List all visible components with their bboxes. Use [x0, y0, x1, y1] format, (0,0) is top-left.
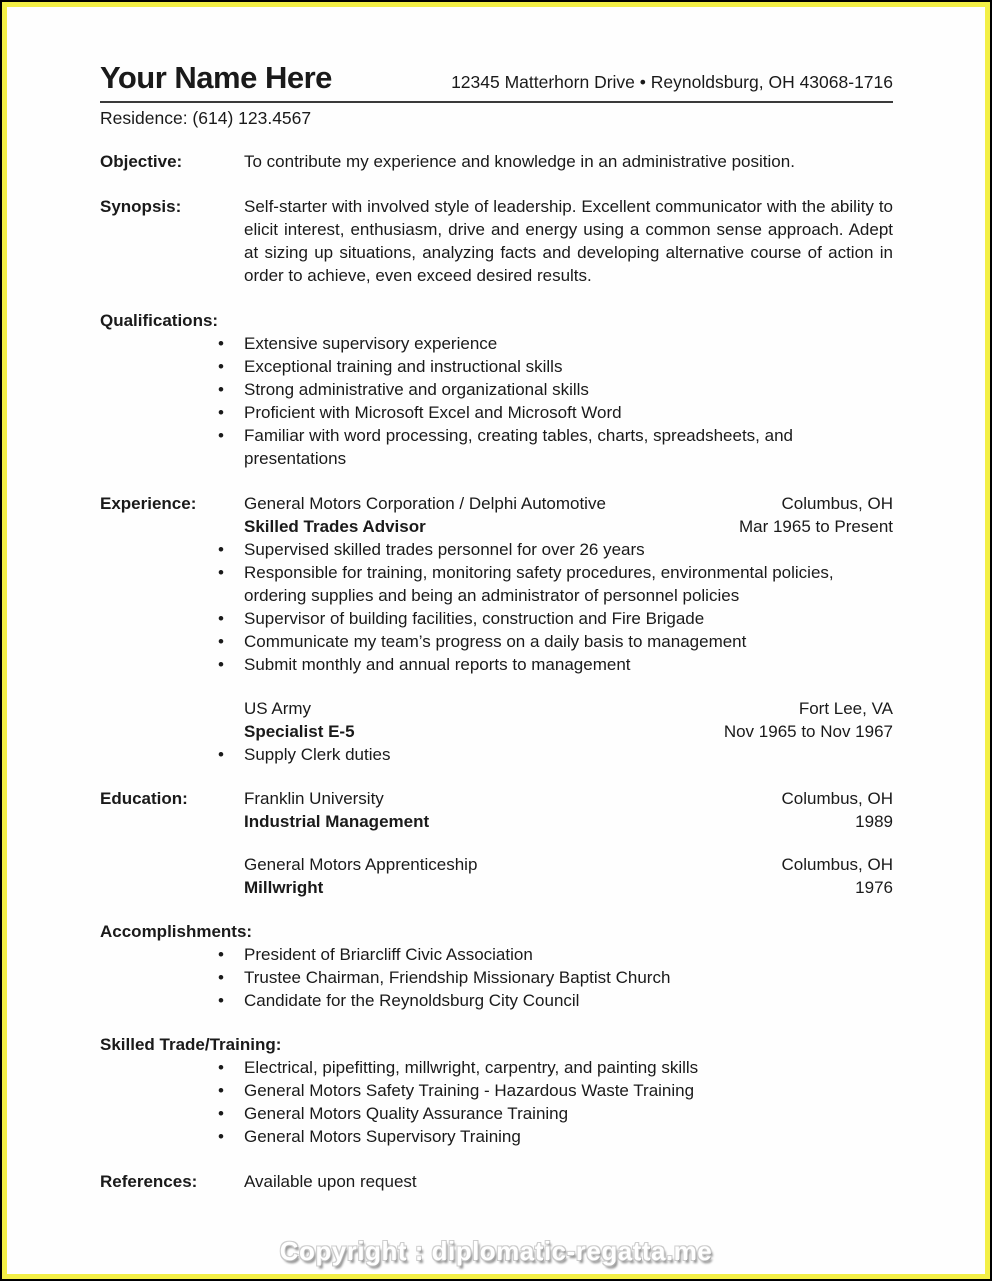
bullet-item: • Strong administrative and organizational skills	[244, 378, 893, 401]
bullet-item: • Exceptional training and instructional skills	[244, 355, 893, 378]
education-entry-gm	[244, 853, 893, 899]
school-name: Franklin University	[244, 789, 384, 808]
accomplishments-label: Accomplishments:	[100, 922, 253, 941]
school-location: Columbus, OH	[781, 855, 893, 874]
section-skilled-trade	[100, 1033, 893, 1148]
section-experience	[100, 492, 893, 676]
name-heading: Your Name Here	[100, 60, 332, 95]
bullet-item: • Familiar with word processing, creating tables, charts, spreadsheets, and presentations	[244, 424, 893, 470]
job-company: General Motors Corporation / Delphi Automotive	[244, 494, 606, 513]
bullet-item: • General Motors Safety Training - Hazardous Waste Training	[244, 1079, 893, 1102]
experience-label: Experience:	[100, 494, 197, 513]
objective-label: Objective:	[100, 152, 183, 171]
job-company-row	[244, 492, 893, 515]
school-name: General Motors Apprenticeship	[244, 855, 478, 874]
bullet-item: • Responsible for training, monitoring safety procedures, environmental policies, ordering supplies and being an administrator of personnel policies	[244, 561, 893, 607]
job-company: US Army	[244, 699, 312, 718]
qualifications-list	[244, 332, 893, 470]
job-title-row	[244, 515, 893, 538]
program-year: 1976	[855, 878, 893, 897]
synopsis-text: Self-starter with involved style of leadership. Excellent communicator with the ability to elicit interest, enthusiasm, drive and energy using a common sense approach. Adept at sizing up situations, analyzing facts and developing alternative course of action in order to achieve, even exceed desired results.	[244, 197, 893, 285]
school-location: Columbus, OH	[781, 789, 893, 808]
experience-job-gm	[244, 492, 893, 676]
school-row	[244, 853, 893, 876]
job-dates: Mar 1965 to Present	[738, 517, 893, 536]
program-name: Industrial Management	[244, 812, 430, 831]
job-dates: Nov 1965 to Nov 1967	[723, 722, 893, 741]
section-qualifications	[100, 309, 893, 470]
job-title: Specialist E-5	[244, 722, 355, 741]
program-row	[244, 876, 893, 899]
section-accomplishments	[100, 920, 893, 1012]
job-location: Columbus, OH	[781, 494, 893, 513]
job-title-row	[244, 720, 893, 743]
references-text: Available upon request	[244, 1172, 417, 1191]
section-references	[100, 1170, 893, 1193]
education-entry-franklin	[244, 787, 893, 833]
resume-page	[7, 7, 985, 1274]
school-row	[244, 787, 893, 810]
objective-text: To contribute my experience and knowledge in an administrative position.	[244, 152, 795, 171]
bullet-item: • President of Briarcliff Civic Association	[244, 943, 893, 966]
job-location: Fort Lee, VA	[798, 699, 893, 718]
job-company-row	[244, 697, 893, 720]
address-line: 12345 Matterhorn Drive • Reynoldsburg, OH 43068-1716	[451, 72, 893, 92]
section-synopsis	[100, 195, 893, 287]
copyright-watermark: Copyright : diplomatic-regatta.me	[279, 1236, 713, 1266]
skilled-trade-list	[244, 1056, 893, 1148]
residence-line: Residence: (614) 123.4567	[100, 108, 312, 128]
header	[100, 61, 893, 103]
bullet-item: • Supervisor of building facilities, construction and Fire Brigade	[244, 607, 893, 630]
experience-job-army	[244, 697, 893, 766]
bullet-item: • Communicate my team’s progress on a daily basis to management	[244, 630, 893, 653]
bullet-item: • Supervised skilled trades personnel for over 26 years	[244, 538, 893, 561]
qualifications-label: Qualifications:	[100, 311, 219, 330]
job-title: Skilled Trades Advisor	[244, 517, 426, 536]
bullet-item: • Supply Clerk duties	[244, 743, 893, 766]
section-education	[100, 787, 893, 833]
bullet-item: • Extensive supervisory experience	[244, 332, 893, 355]
program-row	[244, 810, 893, 833]
program-year: 1989	[855, 812, 893, 831]
bullet-item: • Electrical, pipefitting, millwright, carpentry, and painting skills	[244, 1056, 893, 1079]
program-name: Millwright	[244, 878, 324, 897]
references-label: References:	[100, 1172, 198, 1191]
section-objective	[100, 150, 893, 173]
bullet-item: • General Motors Supervisory Training	[244, 1125, 893, 1148]
skilled-trade-label: Skilled Trade/Training:	[100, 1035, 282, 1054]
bullet-item: • Trustee Chairman, Friendship Missionary Baptist Church	[244, 966, 893, 989]
accomplishments-list	[244, 943, 893, 1012]
synopsis-label: Synopsis:	[100, 197, 182, 216]
bullet-item: • Proficient with Microsoft Excel and Microsoft Word	[244, 401, 893, 424]
bullet-item: • General Motors Quality Assurance Training	[244, 1102, 893, 1125]
bullet-item: • Submit monthly and annual reports to management	[244, 653, 893, 676]
bullet-item: • Candidate for the Reynoldsburg City Council	[244, 989, 893, 1012]
education-label: Education:	[100, 789, 188, 808]
